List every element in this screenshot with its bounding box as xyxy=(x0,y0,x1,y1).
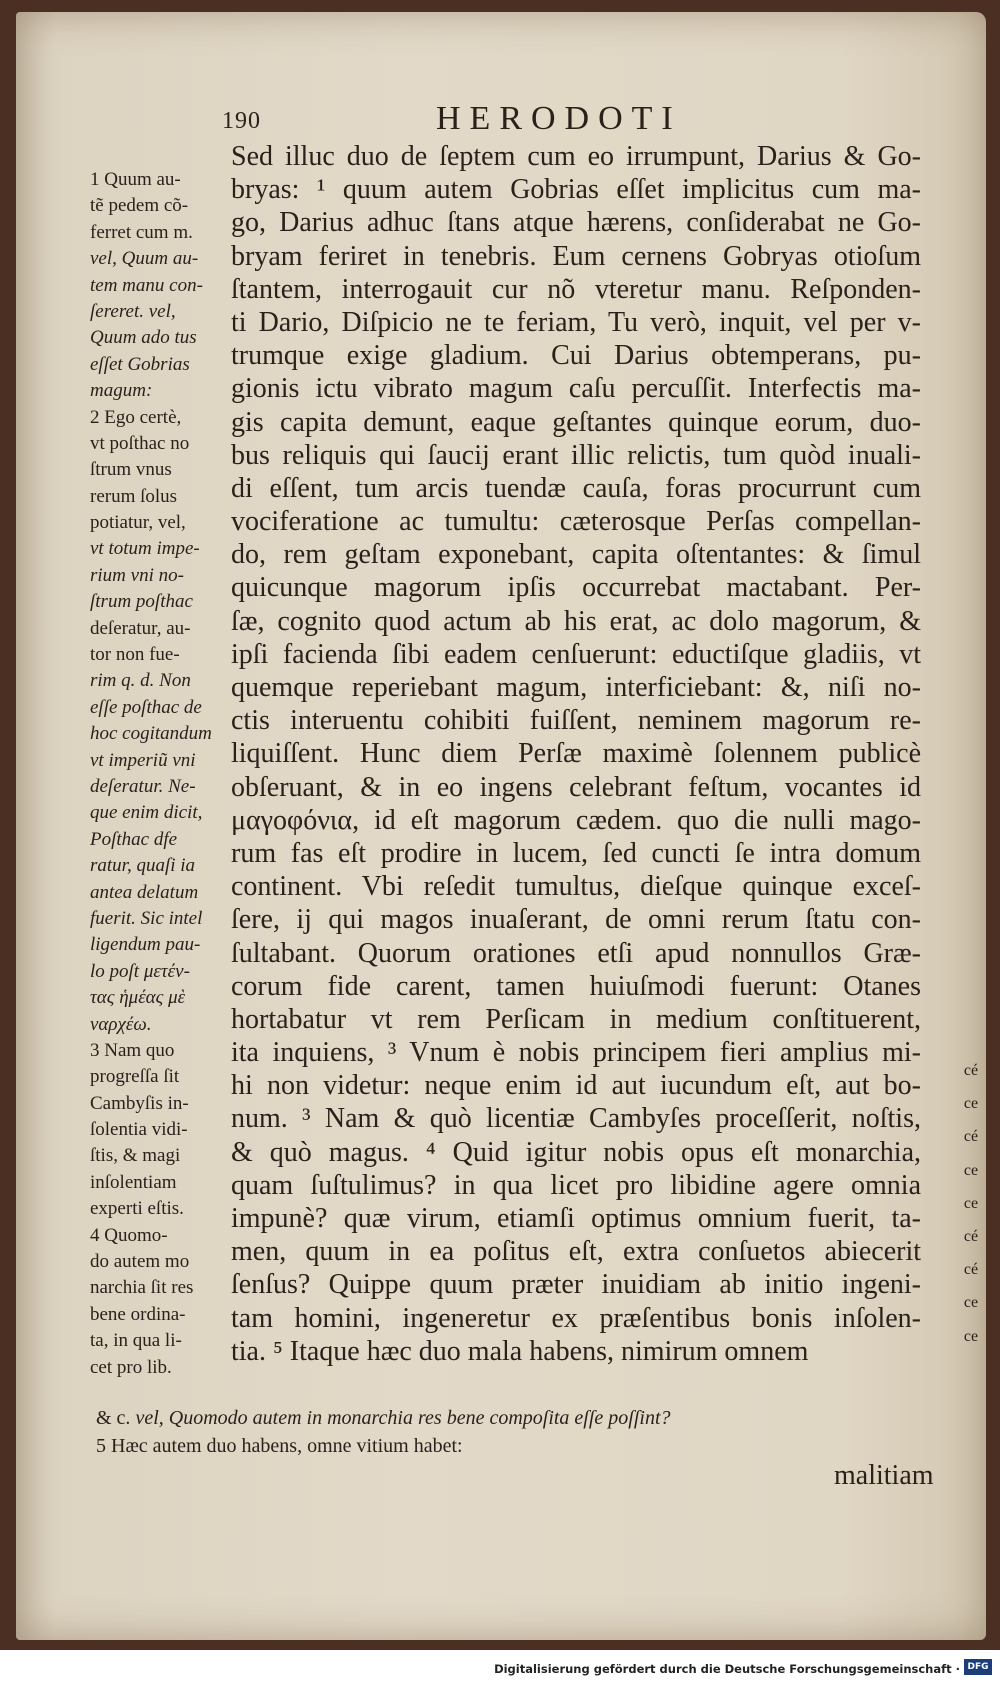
footnote-line xyxy=(96,1404,956,1432)
digitization-credit: Digitalisierung gefördert durch die Deutsche Forschungsgemeinschaft · xyxy=(494,1662,960,1676)
text-line: vociferatione ac tumultu: cæterosque Perſas compellan- xyxy=(231,506,921,538)
text-line: do, rem geſtam exponebant, capita oſtentantes: & ſimul xyxy=(231,539,921,571)
marginal-note-line: tem manu con- xyxy=(90,274,203,296)
text-line: ſenſus? Quippe quum præter inuidiam ab initio ingeni- xyxy=(231,1269,921,1301)
marginal-note-line: lo poſt μετέν- xyxy=(90,960,190,982)
marginal-note-line: inſolentiam xyxy=(90,1171,177,1193)
quotation-mark: ce xyxy=(963,1327,979,1345)
text-line: ti Dario, Diſpicio ne te feriam, Tu verò, inquit, vel per v- xyxy=(231,306,921,338)
text-line: bryas: ¹ quum autem Gobrias eſſet implicitus cum ma- xyxy=(231,174,921,206)
marginal-note-line: eſſet Gobrias xyxy=(90,353,190,375)
text-line: Sed illuc duo de ſeptem cum eo irrumpunt, Darius & Go- xyxy=(231,141,921,172)
marginal-note-line: vt poſthac no xyxy=(90,432,190,454)
marginal-note-line: 3 Nam quo xyxy=(90,1039,175,1061)
marginal-note-line: tor non fue- xyxy=(90,644,180,666)
dfg-logo: DFG xyxy=(964,1659,992,1675)
marginal-note-line: rium vni no- xyxy=(90,564,184,586)
text-line: go, Darius adhuc ſtans atque hærens, conſiderabat ne Go- xyxy=(231,207,921,239)
marginal-note-line: magum: xyxy=(90,380,153,402)
marginal-note-line: Poſthac dfe xyxy=(90,828,178,850)
text-line: continent. Vbi reſedit tumultus, dieſque quinque exceſ- xyxy=(231,871,921,903)
text-line: quam ſuſtulimus? in qua licet pro libidine agere omnia xyxy=(231,1169,921,1201)
footnote-prefix: & c. xyxy=(96,1407,136,1429)
text-line: liquiſſent. Hunc diem Perſæ maximè ſolennem publicè xyxy=(231,738,921,770)
footnote-italic-text: vel, Quomodo autem in monarchia res bene compoſita eſſe poſſint? xyxy=(135,1407,671,1429)
marginal-note-line: ratur, quaſi ia xyxy=(90,855,196,877)
text-line: impunè? quæ virum, etiamſi optimus omnium fuerit, ta- xyxy=(231,1203,921,1234)
text-line: ſultabant. Quorum orationes etſi apud nonnullos Græ- xyxy=(231,937,921,969)
marginal-note-line: progreſſa ſit xyxy=(90,1066,180,1088)
marginal-note-line: deſeratur. Ne- xyxy=(90,775,196,797)
quotation-mark: cé xyxy=(963,1062,979,1079)
text-line: trumque exige gladium. Cui Darius obtemperans, pu- xyxy=(231,340,921,372)
text-line: ctis interuentu cohibiti fuiſſent, neminem magorum re- xyxy=(231,705,921,737)
text-line: gis capita demunt, eaque geſtantes quinque eorum, duo- xyxy=(231,406,921,438)
book-page xyxy=(16,12,986,1640)
footnotes xyxy=(96,1404,956,1460)
marginal-note-line: experti eſtis. xyxy=(90,1198,184,1220)
footnote-line: 5 Hæc autem duo habens, omne vitium habet: xyxy=(96,1435,463,1457)
quotation-mark: ce xyxy=(963,1095,979,1113)
text-line: bus reliquis qui ſaucij erant illic relictis, tum quòd inuali- xyxy=(231,439,921,471)
marginal-note-line: ſolentia vidi- xyxy=(90,1119,188,1141)
marginal-note-line: ſereret. vel, xyxy=(90,300,176,322)
marginal-note-line: vel, Quum au- xyxy=(90,248,199,270)
main-text-block xyxy=(231,140,921,1368)
marginal-note-line: 1 Quum au- xyxy=(90,169,181,190)
text-line: ſtantem, interrogauit cur nõ vteretur manu. Reſponden- xyxy=(231,273,921,305)
marginal-note-line: Quum ado tus xyxy=(90,327,197,349)
quotation-mark: ce xyxy=(963,1294,979,1312)
marginal-note-line: do autem mo xyxy=(90,1251,190,1273)
text-line: ſere, ij qui magos inuaſerant, de omni rerum ſtatu con- xyxy=(231,904,921,936)
text-line: bryam feriret in tenebris. Eum cernens Gobryas otioſum xyxy=(231,240,921,272)
marginal-note-line: hoc cogitandum xyxy=(90,723,212,745)
marginal-note-line: fuerit. Sic intel xyxy=(90,907,203,929)
marginal-note-line: bene ordina- xyxy=(90,1303,186,1325)
text-line: quemque reperiebant magum, interficiebant: &, niſi no- xyxy=(231,672,921,703)
marginal-notes xyxy=(90,167,230,1381)
marginal-note-line: cet pro lib. xyxy=(90,1356,172,1378)
text-line: tam homini, ingeneretur ex præſentibus bonis inſolen- xyxy=(231,1302,921,1334)
marginal-note-line: que enim dicit, xyxy=(90,802,203,824)
text-line: men, quum in ea poſitus eſt, extra conſuetos abiecerit xyxy=(231,1236,921,1268)
marginal-note-line: ſtrum vnus xyxy=(90,459,172,481)
marginal-note-line: ligendum pau- xyxy=(90,934,201,956)
marginal-note-line: τας ἡμέας μὲ xyxy=(90,987,186,1009)
page-number: 190 xyxy=(222,108,261,134)
marginal-note-line: rim q. d. Non xyxy=(90,670,191,692)
marginal-note-line: 4 Quomo- xyxy=(90,1224,168,1246)
quotation-marks-column xyxy=(956,1054,986,1353)
marginal-note-line: rerum ſolus xyxy=(90,485,178,507)
credit-bar xyxy=(0,1650,1000,1684)
quotation-mark: cé xyxy=(963,1128,979,1146)
quotation-mark: ce xyxy=(963,1161,979,1179)
marginal-note-line: ta, in qua li- xyxy=(90,1330,182,1352)
text-line: ipſi facienda ſibi eadem cenſuerunt: eductiſque gladiis, vt xyxy=(231,638,921,670)
marginal-note-line: ſtis, & magi xyxy=(90,1145,181,1167)
marginal-note-line: narchia ſit res xyxy=(90,1277,194,1299)
text-line: ſæ, cognito quod actum ab his erat, ac dolo magorum, & xyxy=(231,605,921,637)
text-line: μαγοφόνια, id eſt magorum cædem. quo die nulli mago- xyxy=(231,804,921,836)
quotation-mark: ce xyxy=(963,1194,979,1212)
text-line: obſeruant, & in eo ingens celebrant feſtum, vocantes id xyxy=(231,771,921,803)
text-line: hortabatur vt rem Perſicam in medium conſtituerent, xyxy=(231,1003,921,1035)
text-line: hi non videtur: neque enim id aut iucundum eſt, aut bo- xyxy=(231,1070,921,1102)
marginal-note-line: eſſe poſthac de xyxy=(90,696,202,718)
marginal-note-line: ſtrum poſthac xyxy=(90,591,193,613)
marginal-note-line: vt totum impe- xyxy=(90,538,200,560)
text-line: tia. ⁵ Itaque hæc duo mala habens, nimirum omnem xyxy=(231,1335,809,1367)
text-line: di eſſent, tum arcis tuendæ cauſa, foras procurrunt cum xyxy=(231,472,921,504)
quotation-mark: cé xyxy=(963,1227,979,1245)
marginal-note-line: vt imperiũ vni xyxy=(90,749,196,771)
page-header xyxy=(16,94,986,137)
text-line: quicunque magorum ipſis occurrebat mactabant. Per- xyxy=(231,572,921,604)
quotation-mark: cé xyxy=(963,1261,979,1279)
marginal-note-line: ναρχέω. xyxy=(90,1013,152,1035)
text-line: & quò magus. ⁴ Quid igitur nobis opus eſt monarchia, xyxy=(231,1136,921,1168)
marginal-note-line: Cambyſis in- xyxy=(90,1092,189,1114)
marginal-note-line: antea delatum xyxy=(90,881,199,903)
marginal-note-line: ferret cum m. xyxy=(90,221,193,243)
text-line: gionis ictu vibrato magum caſu percuſſit. Interfectis ma- xyxy=(231,373,921,405)
catchword: malitiam xyxy=(834,1460,934,1491)
marginal-note-line: potiatur, vel, xyxy=(90,512,186,534)
text-line: ita inquiens, ³ Vnum è nobis principem fieri amplius mi- xyxy=(231,1037,921,1069)
text-line: rum fas eſt prodire in lucem, ſed cuncti ſe intra domum xyxy=(231,837,921,869)
text-line: num. ³ Nam & quò licentiæ Cambyſes proceſſerit, noſtis, xyxy=(231,1103,921,1135)
text-line: corum fide carent, tamen huiuſmodi fuerunt: Otanes xyxy=(231,970,921,1002)
marginal-note-line: deſeratur, au- xyxy=(90,617,191,639)
marginal-note-line: 2 Ego certè, xyxy=(90,406,182,428)
running-head: HERODOTI xyxy=(436,100,682,137)
marginal-note-line: tẽ pedem cõ- xyxy=(90,195,189,217)
